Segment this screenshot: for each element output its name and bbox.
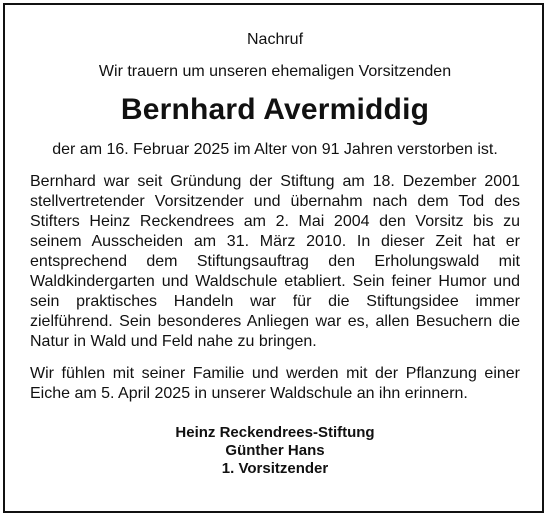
signature-person: Günther Hans <box>225 442 325 459</box>
signature-organization: Heinz Reckendrees-Stiftung <box>175 424 375 441</box>
signature-role: 1. Vorsitzender <box>221 460 329 477</box>
memorial-paragraph: Wir fühlen mit seiner Familie und werden mit der Pflanzung einer Eiche am 5. April 2025 in unserer Waldschule an ihn erinnern. <box>30 365 520 402</box>
signature-block <box>30 424 520 478</box>
notice-heading: Nachruf <box>246 31 304 48</box>
death-date-line: der am 16. Februar 2025 im Alter von 91 Jahren verstorben ist. <box>52 141 498 158</box>
deceased-name: Bernhard Avermiddig <box>120 93 430 126</box>
notice-intro: Wir trauern um unseren ehemaligen Vorsitzenden <box>98 63 452 80</box>
biography-paragraph: Bernhard war seit Gründung der Stiftung am 18. Dezember 2001 stellvertretender Vorsitzender und übernahm nach dem Tod des Stifters Heinz Reckendrees am 2. Mai 2004 den Vorsitz bis zu seinem Ausscheiden am 31. März 2010. In dieser Zeit hat er entsprechend dem Stiftungsauftrag den Erholungswald mit Waldkindergarten und Waldschule etabliert. Sein feiner Humor und sein praktisches Handeln war für die Stiftungsidee immer zielführend. Sein besonderes Anliegen war es, allen Besuchern die Natur in Wald und Feld nahe zu bringen. <box>30 173 520 350</box>
obituary-notice <box>30 30 520 478</box>
